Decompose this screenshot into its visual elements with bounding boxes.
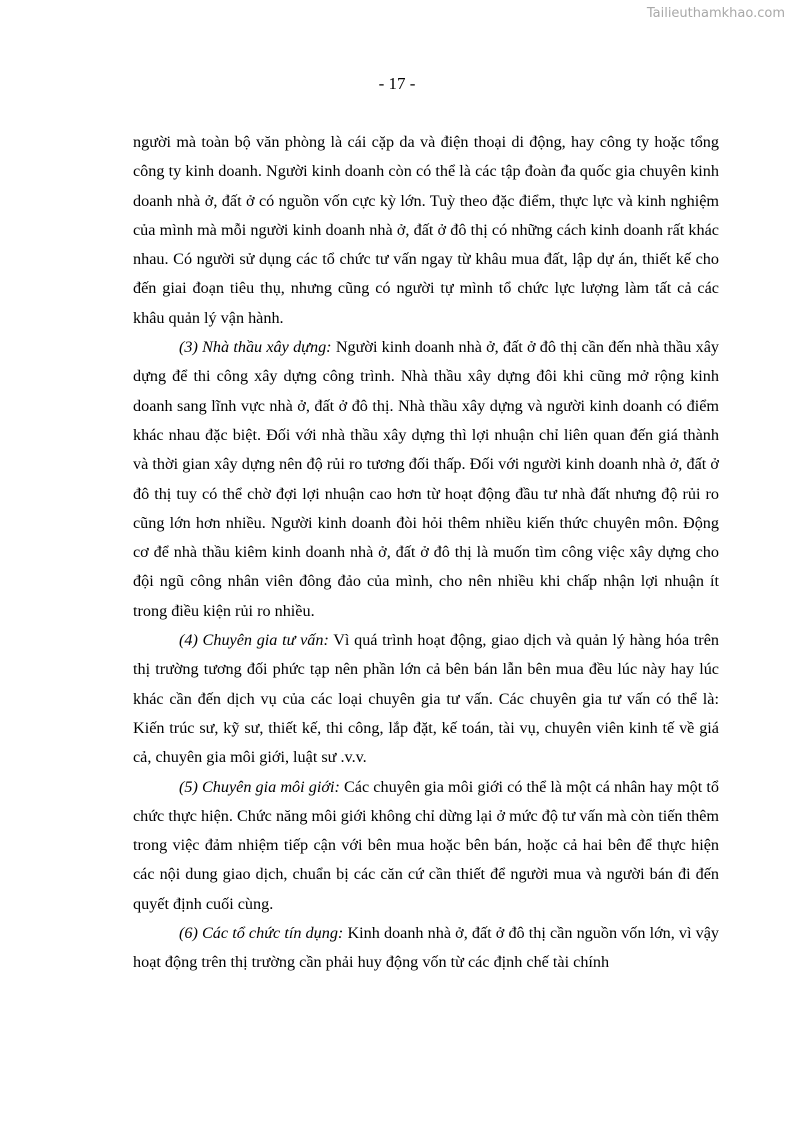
paragraph-consultant	[133, 626, 719, 772]
paragraph-broker	[133, 773, 719, 919]
paragraph-text: Các chuyên gia môi giới có thể là một cá nhân hay một tổ chức thực hiện. Chức năng môi giới không chỉ dừng lại ở mức độ tư vấn mà còn tiến thêm trong việc đảm nhiệm tiếp cận với bên mua hoặc bên bán, hoặc cả hai bên để thực hiện các nội dung giao dịch, chuẩn bị các căn cứ cần thiết để người mua và người bán đi đến quyết định cuối cùng.	[133, 777, 719, 913]
paragraph-continuation	[133, 128, 719, 333]
paragraph-heading: (6) Các tổ chức tín dụng:	[179, 924, 344, 943]
page-number: - 17 -	[378, 74, 416, 93]
watermark: Tailieuthamkhao.com	[646, 6, 785, 21]
paragraph-contractor	[133, 333, 719, 626]
paragraph-credit-institutions	[133, 919, 719, 978]
paragraph-text: Người kinh doanh nhà ở, đất ở đô thị cần đến nhà thầu xây dựng để thi công xây dựng công trình. Nhà thầu xây dựng đôi khi cũng mở rộng kinh doanh sang lĩnh vực nhà ở, đất ở đô thị. Nhà thầu xây dựng và người kinh doanh có điểm khác nhau đặc biệt. Đối với nhà thầu xây dựng thì lợi nhuận chỉ liên quan đến giá thành và thời gian xây dựng nên độ rủi ro tương đối thấp. Đối với người kinh doanh nhà ở, đất ở đô thị tuy có thể chờ đợi lợi nhuận cao hơn từ hoạt động đầu tư nhà đất nhưng độ rủi ro cũng lớn hơn nhiều. Người kinh doanh đòi hỏi thêm nhiều kiến thức chuyên môn. Động cơ để nhà thầu kiêm kinh doanh nhà ở, đất ở đô thị là muốn tìm công việc xây dựng cho đội ngũ công nhân viên đông đảo của mình, cho nên nhiều khi chấp nhận lợi nhuận ít trong điều kiện rủi ro nhiều.	[133, 338, 719, 620]
paragraph-text: Kinh doanh nhà ở, đất ở đô thị cần nguồn vốn lớn, vì vậy hoạt động trên thị trường cần phải huy động vốn từ các định chế tài chính	[133, 924, 719, 972]
paragraph-heading: (3) Nhà thầu xây dựng:	[179, 338, 332, 357]
paragraph-heading: (4) Chuyên gia tư vấn:	[179, 631, 329, 650]
body-text	[133, 128, 719, 978]
paragraph-heading: (5) Chuyên gia môi giới:	[179, 777, 340, 796]
paragraph-text: người mà toàn bộ văn phòng là cái cặp da và điện thoại di động, hay công ty hoặc tổng công ty kinh doanh. Người kinh doanh còn có thể là các tập đoàn đa quốc gia chuyên kinh doanh nhà ở, đất ở có nguồn vốn cực kỳ lớn. Tuỳ theo đặc điểm, thực lực và kinh nghiệm của mình mà mỗi người kinh doanh nhà ở, đất ở đô thị có những cách kinh doanh rất khác nhau. Có người sử dụng các tổ chức tư vấn ngay từ khâu mua đất, lập dự án, thiết kế cho đến giai đoạn tiêu thụ, nhưng cũng có người tự mình tổ chức lực lượng làm tất cả các khâu quản lý vận hành.	[133, 133, 719, 327]
paragraph-text: Vì quá trình hoạt động, giao dịch và quản lý hàng hóa trên thị trường tương đối phức tạp nên phần lớn cả bên bán lẫn bên mua đều lúc này hay lúc khác cần đến dịch vụ của các loại chuyên gia tư vấn. Các chuyên gia tư vấn có thể là: Kiến trúc sư, kỹ sư, thiết kế, thi công, lắp đặt, kế toán, tài vụ, chuyên viên kinh tế về giá cả, chuyên gia môi giới, luật sư .v.v.	[133, 631, 719, 767]
